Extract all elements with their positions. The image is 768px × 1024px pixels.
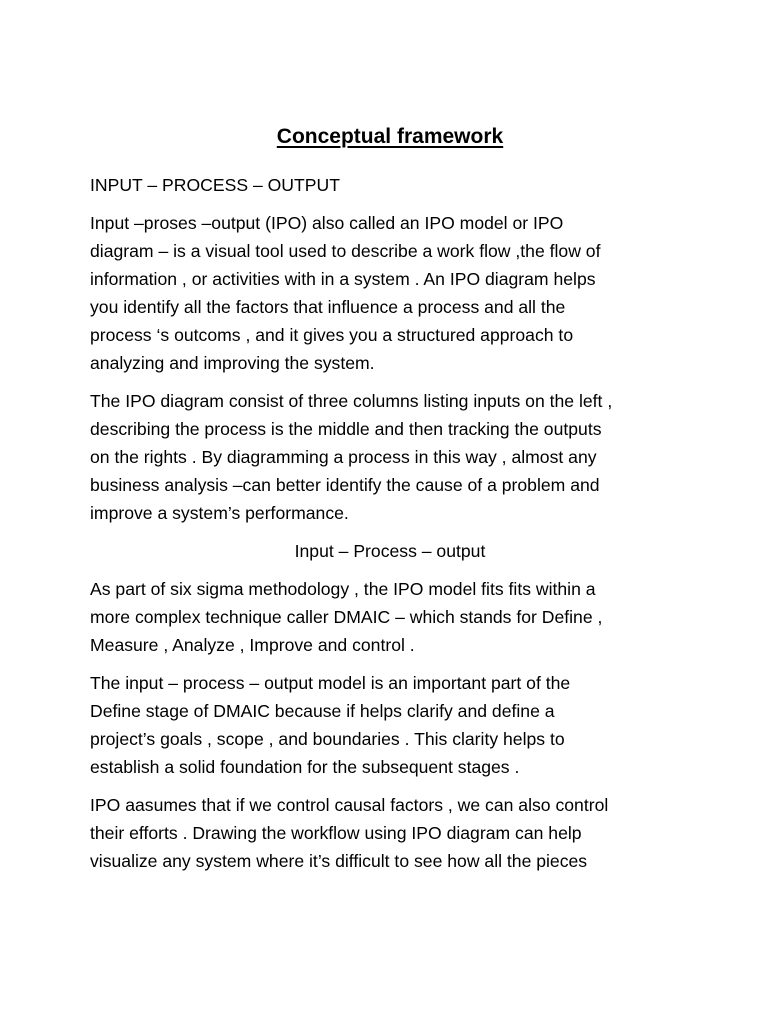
text-line: The IPO diagram consist of three columns listing inputs on the left , — [90, 391, 613, 411]
text-line: process ‘s outcoms , and it gives you a structured approach to — [90, 325, 574, 345]
text-line: Define stage of DMAIC because if helps clarify and define a — [90, 701, 555, 721]
text-line: you identify all the factors that influence a process and all the — [90, 297, 566, 317]
paragraph-ipo-definition — [90, 209, 690, 377]
text-line: project’s goals , scope , and boundaries . This clarity helps to — [90, 729, 565, 749]
document-body — [90, 122, 690, 885]
text-line: improve a system’s performance. — [90, 503, 349, 523]
paragraph-causal-factors — [90, 791, 690, 875]
text-line: Input –proses –output (IPO) also called an IPO model or IPO — [90, 213, 564, 233]
text-line: more complex technique caller DMAIC – which stands for Define , — [90, 607, 603, 627]
text-line: business analysis –can better identify the cause of a problem and — [90, 475, 600, 495]
paragraph-dmaic-define — [90, 669, 690, 781]
text-line: analyzing and improving the system. — [90, 353, 375, 373]
paragraph-ipo-columns — [90, 387, 690, 527]
text-line: describing the process is the middle and then tracking the outputs — [90, 419, 602, 439]
text-line: establish a solid foundation for the subsequent stages . — [90, 757, 520, 777]
document-title: Conceptual framework — [276, 125, 504, 148]
text-line: diagram – is a visual tool used to describe a work flow ,the flow of — [90, 241, 601, 261]
text-line: As part of six sigma methodology , the IPO model fits fits within a — [90, 579, 596, 599]
text-line: information , or activities with in a system . An IPO diagram helps — [90, 269, 596, 289]
text-line: on the rights . By diagramming a process in this way , almost any — [90, 447, 597, 467]
centered-heading: Input – Process – output — [294, 541, 486, 561]
paragraph-six-sigma — [90, 575, 690, 659]
text-line: Measure , Analyze , Improve and control . — [90, 635, 415, 655]
text-line: their efforts . Drawing the workflow using IPO diagram can help — [90, 823, 582, 843]
section-heading: INPUT – PROCESS – OUTPUT — [90, 175, 340, 195]
text-line: visualize any system where it’s difficult to see how all the pieces — [90, 851, 588, 871]
text-line: IPO aasumes that if we control causal factors , we can also control — [90, 795, 609, 815]
text-line: The input – process – output model is an important part of the — [90, 673, 571, 693]
